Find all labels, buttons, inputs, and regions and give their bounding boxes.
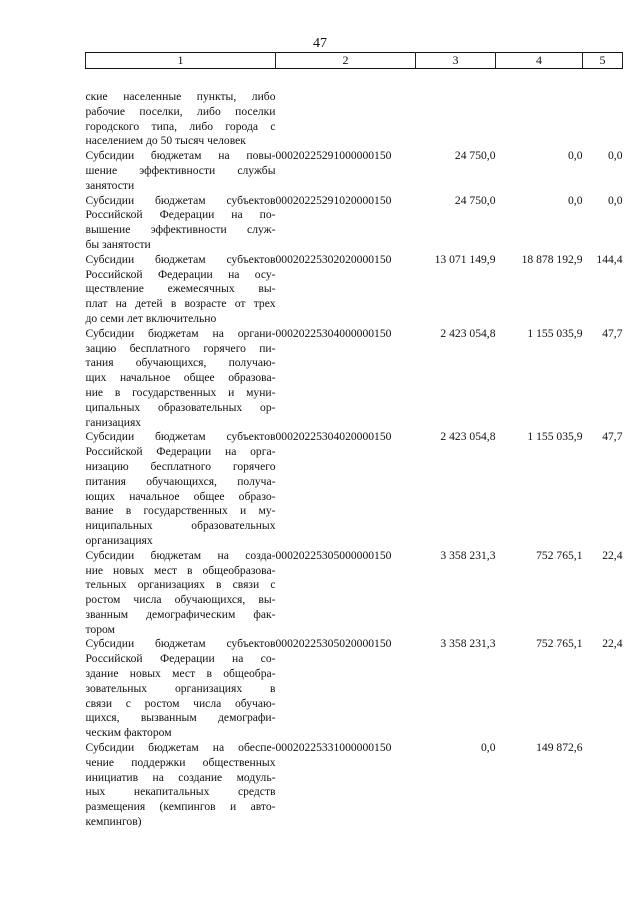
row-name-line: ющих начальное общее образо- <box>85 489 276 503</box>
row-value-4: 0,0 <box>568 193 583 207</box>
row-code: 00020225305020000150 <box>275 637 392 651</box>
row-name-line: вышение эффективности служ- <box>85 223 276 237</box>
row-name <box>86 637 276 741</box>
row-name-line: ские населенные пункты, либо <box>85 90 276 103</box>
row-name-line: низацию бесплатного горячего <box>85 459 276 473</box>
row-code: 00020225305000000150 <box>275 548 392 562</box>
row-name-line: ных некапитальных средств <box>85 785 276 799</box>
row-name-line: званным демографическим фак- <box>85 607 276 621</box>
row-name <box>86 253 276 327</box>
row-name-line: до семи лет включительно <box>85 311 217 325</box>
row-name-line: Российской Федерации на осу- <box>85 267 276 281</box>
table-row <box>86 69 623 150</box>
row-value-4: 149 872,6 <box>536 741 583 755</box>
row-name-line: тания обучающихся, получаю- <box>85 356 276 370</box>
row-name <box>86 327 276 431</box>
column-header-2: 2 <box>276 53 416 69</box>
row-code: 00020225304020000150 <box>275 430 392 444</box>
row-name <box>86 549 276 638</box>
row-name-line: Субсидии бюджетам на повы- <box>85 149 276 163</box>
row-value-3: 2 423 054,8 <box>440 430 496 444</box>
row-name-line: зацию бесплатного горячего пи- <box>85 341 276 355</box>
row-name-line: Российской Федерации на со- <box>85 652 276 666</box>
column-header-3: 3 <box>416 53 496 69</box>
row-value-3: 24 750,0 <box>454 193 496 207</box>
row-name <box>86 149 276 193</box>
row-value-3: 0,0 <box>481 741 496 755</box>
row-name-line: щих начальное общее образова- <box>85 371 276 385</box>
row-name-line: Субсидии бюджетам на созда- <box>85 548 276 562</box>
row-code <box>276 69 416 150</box>
row-name-line: ганизациях <box>85 415 142 429</box>
row-value-4 <box>496 69 583 150</box>
row-name-line: бы занятости <box>85 237 151 251</box>
page-number: 47 <box>313 36 327 51</box>
row-name-line: плат на детей в возрасте от трех <box>85 297 276 311</box>
row-name-line: размещения (кемпингов и авто- <box>85 800 276 814</box>
row-value-4: 752 765,1 <box>536 548 583 562</box>
row-name-line: Субсидии бюджетам субъектов <box>85 252 276 266</box>
row-name-line: рабочие поселки, либо поселки <box>85 104 276 118</box>
header-row <box>86 53 623 69</box>
table-row <box>86 741 623 830</box>
column-header-1: 1 <box>86 53 276 69</box>
row-value-3: 3 358 231,3 <box>440 637 496 651</box>
table-row <box>86 637 623 741</box>
row-value-5: 47,7 <box>602 430 623 444</box>
row-value-5: 144,4 <box>596 252 623 266</box>
row-code: 00020225291020000150 <box>275 193 392 207</box>
row-name-line: вание в государственных и му- <box>85 504 276 518</box>
row-name-line: ческим фактором <box>85 726 172 740</box>
row-value-5 <box>583 69 623 150</box>
row-name-line: Субсидии бюджетам субъектов <box>85 637 276 651</box>
row-name-line: Субсидии бюджетам на обеспе- <box>85 741 276 755</box>
row-value-5: 22,4 <box>602 548 623 562</box>
row-value-5: 0,0 <box>608 193 623 207</box>
row-name-line: ниципальных образовательных <box>85 519 276 533</box>
row-value-4: 18 878 192,9 <box>521 252 583 266</box>
row-value-4: 1 155 035,9 <box>527 326 583 340</box>
table-row <box>86 549 623 638</box>
row-name-line: Субсидии бюджетам субъектов <box>85 430 276 444</box>
table-row <box>86 149 623 193</box>
row-name-line: ростом числа обучающихся, вы- <box>85 593 276 607</box>
row-name-line: питания обучающихся, получа- <box>85 474 276 488</box>
row-value-3 <box>416 69 496 150</box>
row-name-line: Субсидии бюджетам субъектов <box>85 193 276 207</box>
row-name <box>86 69 276 150</box>
row-name-line: организациях <box>85 533 153 547</box>
row-value-4: 0,0 <box>568 149 583 163</box>
row-name-line: шение эффективности службы <box>85 163 276 177</box>
row-name-line: Субсидии бюджетам на органи- <box>85 326 276 340</box>
row-name-line: Российской Федерации на орга- <box>85 445 276 459</box>
row-value-3: 24 750,0 <box>454 149 496 163</box>
row-name-line: зовательных организациях в <box>85 681 276 695</box>
row-name-line: ществление ежемесячных вы- <box>85 282 276 296</box>
table-row <box>86 327 623 431</box>
row-code: 00020225302020000150 <box>275 252 392 266</box>
row-value-3: 3 358 231,3 <box>440 548 496 562</box>
row-name-line: щихся, вызванным демографи- <box>85 711 276 725</box>
row-name-line: населением до 50 тысяч человек <box>85 134 246 148</box>
column-header-4: 4 <box>496 53 583 69</box>
row-code: 00020225331000000150 <box>275 741 392 755</box>
row-name <box>86 194 276 253</box>
row-code: 00020225304000000150 <box>275 326 392 340</box>
row-value-4: 752 765,1 <box>536 637 583 651</box>
column-header-5: 5 <box>583 53 623 69</box>
row-name-line: занятости <box>85 178 135 192</box>
row-name-line: здание новых мест в общеобра- <box>85 667 276 681</box>
row-name-line: тором <box>85 622 115 636</box>
row-name-line: ние новых мест в общеобразова- <box>85 563 276 577</box>
row-value-3: 13 071 149,9 <box>434 252 496 266</box>
row-name-line: инициатив на создание модуль- <box>85 770 276 784</box>
row-value-5: 22,4 <box>602 637 623 651</box>
row-name-line: связи с ростом числа обучаю- <box>85 696 276 710</box>
row-name-line: ние в государственных и муни- <box>85 385 276 399</box>
row-name-line: чение поддержки общественных <box>85 755 276 769</box>
row-name <box>86 430 276 548</box>
table-row <box>86 430 623 548</box>
row-value-5 <box>583 741 623 830</box>
row-value-5: 0,0 <box>608 149 623 163</box>
row-value-4: 1 155 035,9 <box>527 430 583 444</box>
row-code: 00020225291000000150 <box>275 149 392 163</box>
table-row <box>86 253 623 327</box>
row-name-line: городского типа, либо города с <box>85 119 276 133</box>
table-body <box>86 69 623 830</box>
table-row <box>86 194 623 253</box>
budget-table <box>85 52 623 830</box>
row-name <box>86 741 276 830</box>
row-name-line: Российской Федерации на по- <box>85 208 276 222</box>
row-name-line: ципальных образовательных ор- <box>85 400 276 414</box>
row-value-5: 47,7 <box>602 326 623 340</box>
row-name-line: кемпингов) <box>85 815 142 829</box>
row-name-line: тельных организациях в связи с <box>85 578 276 592</box>
row-value-3: 2 423 054,8 <box>440 326 496 340</box>
